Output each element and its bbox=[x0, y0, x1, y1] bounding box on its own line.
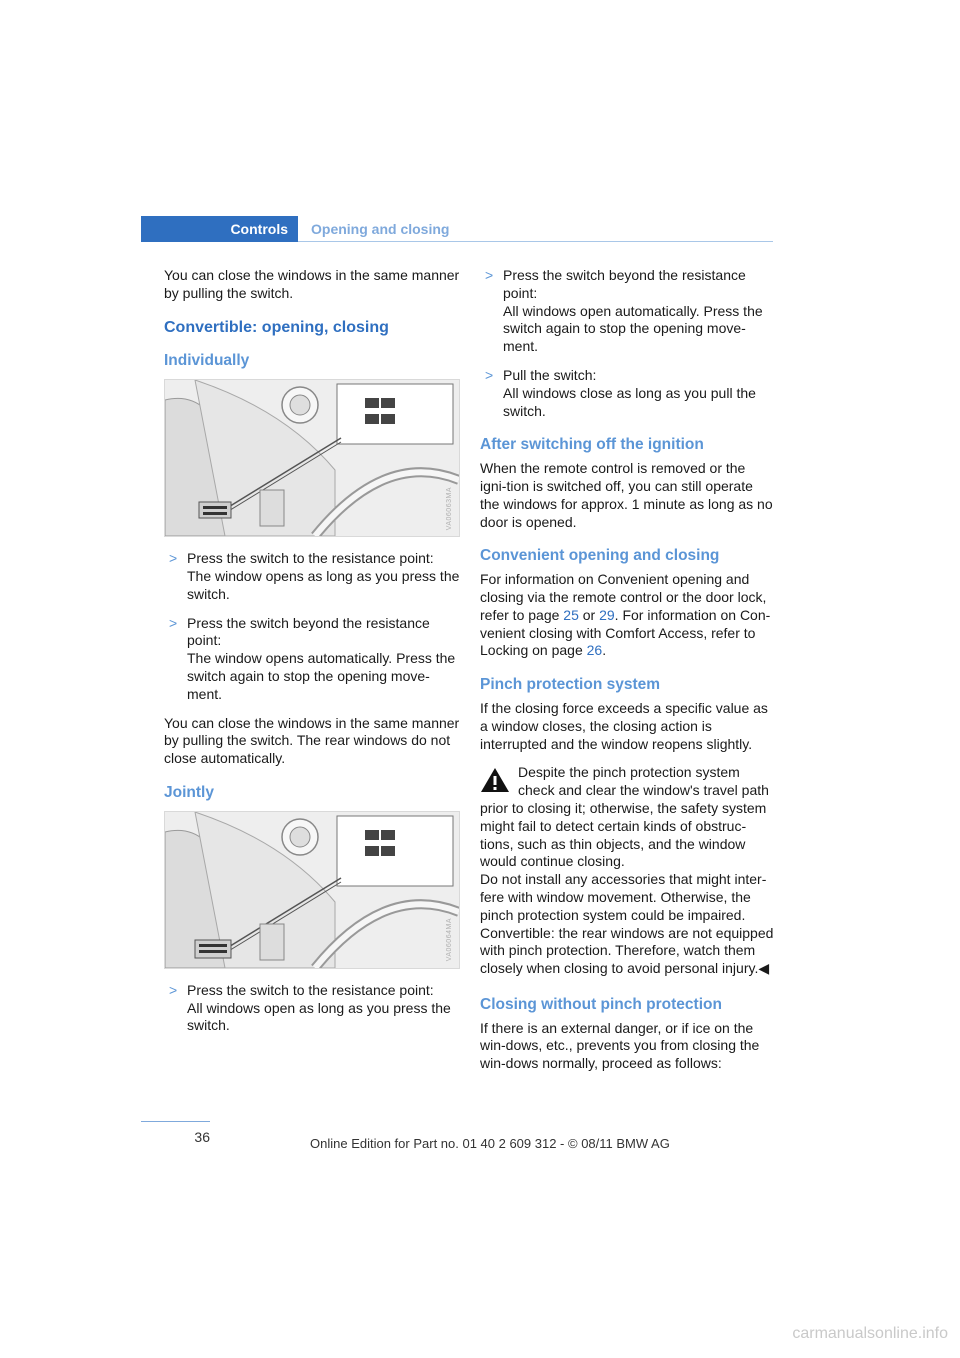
figure-code: VA06064MA bbox=[446, 918, 454, 962]
dashboard-illustration bbox=[165, 380, 459, 536]
list-item: > Press the switch beyond the resistance point: All windows open automatically. Press the switch again to stop the opening move-ment. bbox=[480, 267, 774, 356]
individual-after-paragraph: You can close the windows in the same manner by pulling the switch. The rear windows do not close automatically. bbox=[164, 714, 460, 767]
ignition-paragraph: When the remote control is removed or the igni-tion is switched off, you can still operate the windows for approx. 1 minute as long as no door is opened. bbox=[480, 460, 773, 530]
list-item: > Press the switch to the resistance point: The window opens as long as you press the switch. bbox=[164, 550, 462, 603]
warning-icon bbox=[480, 766, 510, 794]
footer-edition: Online Edition for Part no. 01 40 2 609 312 - © 08/11 BMW AG bbox=[310, 1136, 670, 1151]
intro-paragraph: You can close the windows in the same manner by pulling the switch. bbox=[164, 267, 460, 301]
footer-rule bbox=[141, 1121, 210, 1122]
left-column bbox=[164, 267, 462, 1046]
list-item: > Press the switch to the resistance point: All windows open as long as you press the switch. bbox=[164, 982, 462, 1035]
heading-individually: Individually bbox=[164, 352, 250, 370]
page-link-26[interactable]: 26 bbox=[586, 642, 603, 659]
figure-code: VA06063MA bbox=[446, 486, 454, 531]
convenient-paragraph: For information on Convenient opening and closing via the remote control or the door lock, refer to page 25 or 29. For information on Con-venient closing with Comfort Access, refer to Locking on page 26. bbox=[480, 571, 771, 659]
chapter-tab: Controls bbox=[141, 216, 298, 242]
without-paragraph: If there is an external danger, or if ice on the win-dows, etc., prevents you from closing the win-dows normally, proceed as follows: bbox=[480, 1019, 760, 1072]
pinch-paragraph: If the closing force exceeds a specific value as a window closes, the closing action is interrupted and the window reopens slightly. bbox=[480, 699, 768, 752]
list-item: > Press the switch beyond the resistance point: The window opens automatically. Press the switch again to stop the opening move-ment. bbox=[164, 615, 462, 704]
site-watermark: carmanualsonline.info bbox=[792, 1325, 948, 1342]
heading-jointly: Jointly bbox=[164, 783, 214, 801]
heading-convertible: Convertible: opening, closing bbox=[164, 318, 389, 336]
page-number: 36 bbox=[194, 1129, 210, 1145]
end-marker: ◀ bbox=[758, 960, 770, 977]
figure-joint-switch bbox=[164, 811, 460, 969]
heading-pinch: Pinch protection system bbox=[480, 676, 661, 694]
list-item: > Pull the switch: All windows close as long as you pull the switch. bbox=[480, 367, 774, 420]
warning-block bbox=[480, 764, 774, 978]
heading-convenient: Convenient opening and closing bbox=[480, 547, 720, 565]
page-link-29[interactable]: 29 bbox=[599, 606, 615, 623]
page-link-25[interactable]: 25 bbox=[563, 606, 579, 623]
section-title: Opening and closing bbox=[311, 221, 450, 237]
warning-text: Despite the pinch protection system check and clear the window's travel path prior to closing it; otherwise, the safety system might fail to detect certain kinds of obstruc-tions, such as thin objects, and the window would continue closing. Do not install any accessories that might inter-fere with window movement. Otherwise, the pinch protection system could be impaired. Convertible: the rear windows are not equipped with pinch protection. Therefore, watch them closely when closing to avoid personal injury. bbox=[480, 764, 774, 977]
figure-individual-switch bbox=[164, 379, 460, 537]
heading-without-pinch: Closing without pinch protection bbox=[480, 995, 722, 1013]
heading-after-ignition: After switching off the ignition bbox=[480, 436, 704, 454]
dashboard-illustration bbox=[165, 812, 459, 968]
right-column bbox=[480, 267, 774, 1084]
